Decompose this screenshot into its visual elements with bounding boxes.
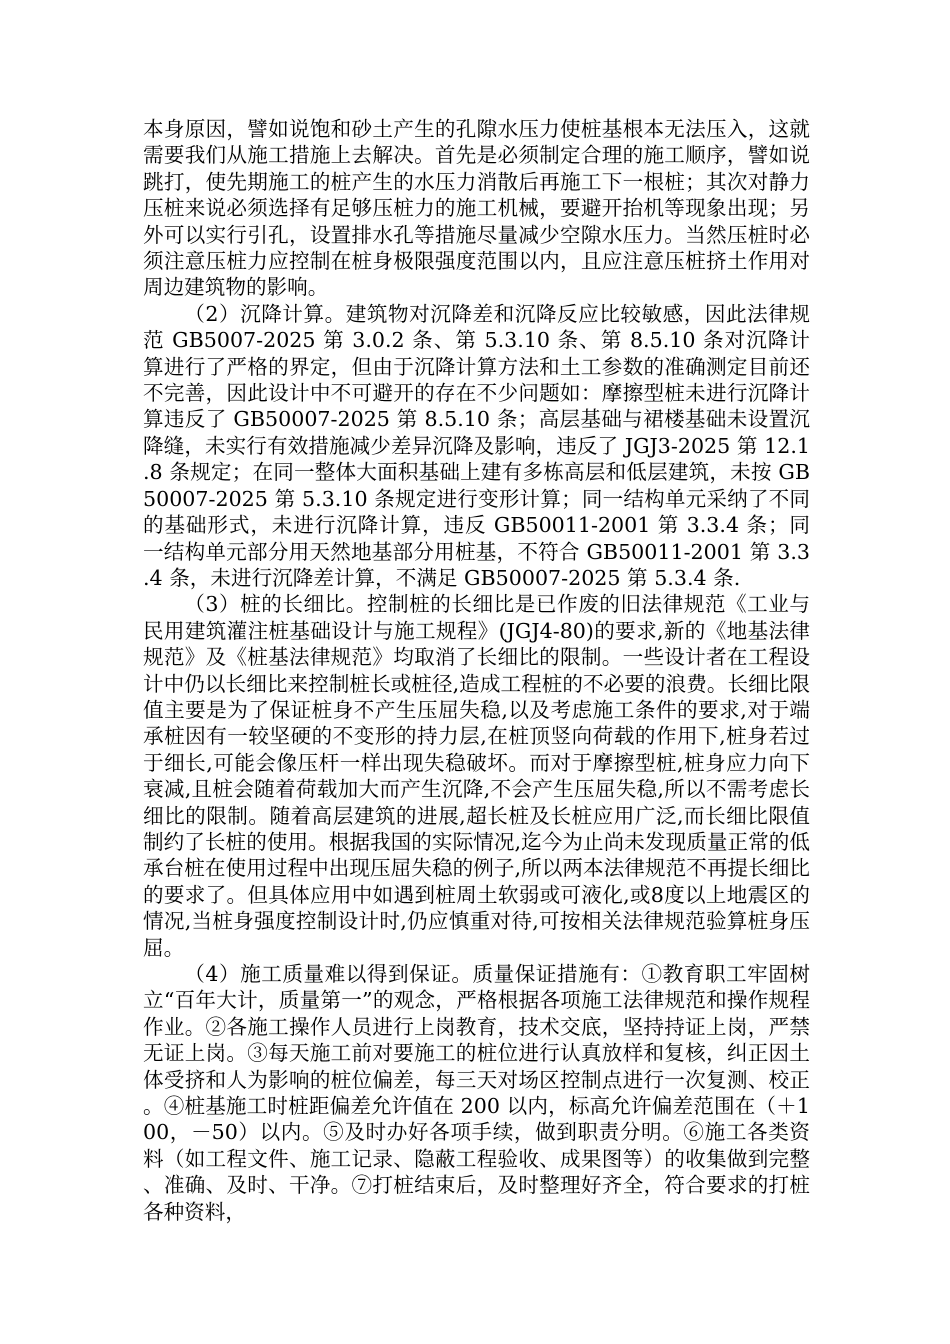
document-page — [143, 116, 810, 1225]
paragraph-intro: 本身原因，譬如说饱和砂土产生的孔隙水压力使桩基根本无法压入，这就需要我们从施工措施上去解决。首先是必须制定合理的施工顺序，譬如说跳打，使先期施工的桩产生的水压力消散后再施工下一根桩；其次对静力压桩来说必须选择有足够压桩力的施工机械，要避开抬机等现象出现；另外可以实行引孔，设置排水孔等措施尽量减少空隙水压力。当然压桩时必须注意压桩力应控制在桩身极限强度范围以内，且应注意压桩挤土作用对周边建筑物的影响。 — [143, 117, 810, 300]
paragraph-construction-quality: （4）施工质量难以得到保证。质量保证措施有：①教育职工牢固树立“百年大计，质量第一”的观念，严格根据各项施工法律规范和操作规程作业。②各施工操作人员进行上岗教育，技术交底，坚持持证上岗，严禁无证上岗。③每天施工前对要施工的桩位进行认真放样和复核，纠正因土体受挤和人为影响的桩位偏差，每三天对场区控制点进行一次复测、校正。④桩基施工时桩距偏差允许值在 200 以内，标高允许偏差范围在（＋100，－50）以内。⑤及时办好各项手续，做到职责分明。⑥施工各类资料（如工程文件、施工记录、隐蔽工程验收、成果图等）的收集做到完整、准确、及时、干净。⑦打桩结束后，及时整理好齐全，符合要求的打桩各种资料， — [143, 962, 810, 1224]
paragraph-settlement-calculation: （2）沉降计算。建筑物对沉降差和沉降反应比较敏感，因此法律规范 GB5007-2025 第 3.0.2 条、第 5.3.10 条、第 8.5.10 条对沉降计算进行了严格的界定，但由于沉降计算方法和土工参数的准确测定目前还不完善，因此设计中不可避开的存在不少问题如：摩擦型桩未进行沉降计算违反了 GB50007-2025 第 8.5.10 条；高层基础与裙楼基础未设置沉降缝，未实行有效措施减少差异沉降及影响，违反了 JGJ3-2025 第 12.1.8 条规定；在同一整体大面积基础上建有多栋高层和低层建筑，未按 GB50007-2025 第 5.3.10 条规定进行变形计算；同一结构单元采纳了不同的基础形式，未进行沉降计算，违反 GB50011-2001 第 3.3.4 条；同一结构单元部分用天然地基部分用桩基，不符合 GB50011-2001 第 3.3.4 条，未进行沉降差计算，不满足 GB50007-2025 第 5.3.4 条. — [143, 301, 810, 590]
paragraph-slenderness-ratio: （3）桩的长细比。控制桩的长细比是已作废的旧法律规范《工业与民用建筑灌注桩基础设计与施工规程》(JGJ4-80)的要求,新的《地基法律规范》及《桩基法律规范》均取消了长细比的限制。一些设计者在工程设计中仍以长细比来控制桩长或桩径,造成工程桩的不必要的浪费。长细比限值主要是为了保证桩身不产生压屈失稳,以及考虑施工条件的要求,对于端承桩因有一较坚硬的不变形的持力层,在桩顶竖向荷载的作用下,桩身若过于细长,可能会像压杆一样出现失稳破坏。而对于摩擦型桩,桩身应力向下衰减,且桩会随着荷载加大而产生沉降,不会产生压屈失稳,所以不需考虑长细比的限制。随着高层建筑的进展,超长桩及长桩应用广泛,而长细比限值制约了长桩的使用。根据我国的实际情况,迄今为止尚未发现质量正常的低承台桩在使用过程中出现压屈失稳的例子,所以两本法律规范不再提长细比的要求了。但具体应用中如遇到桩周土软弱或可液化,或8度以上地震区的情况,当桩身强度控制设计时,仍应慎重对待,可按相关法律规范验算桩身压屈。 — [143, 592, 810, 960]
